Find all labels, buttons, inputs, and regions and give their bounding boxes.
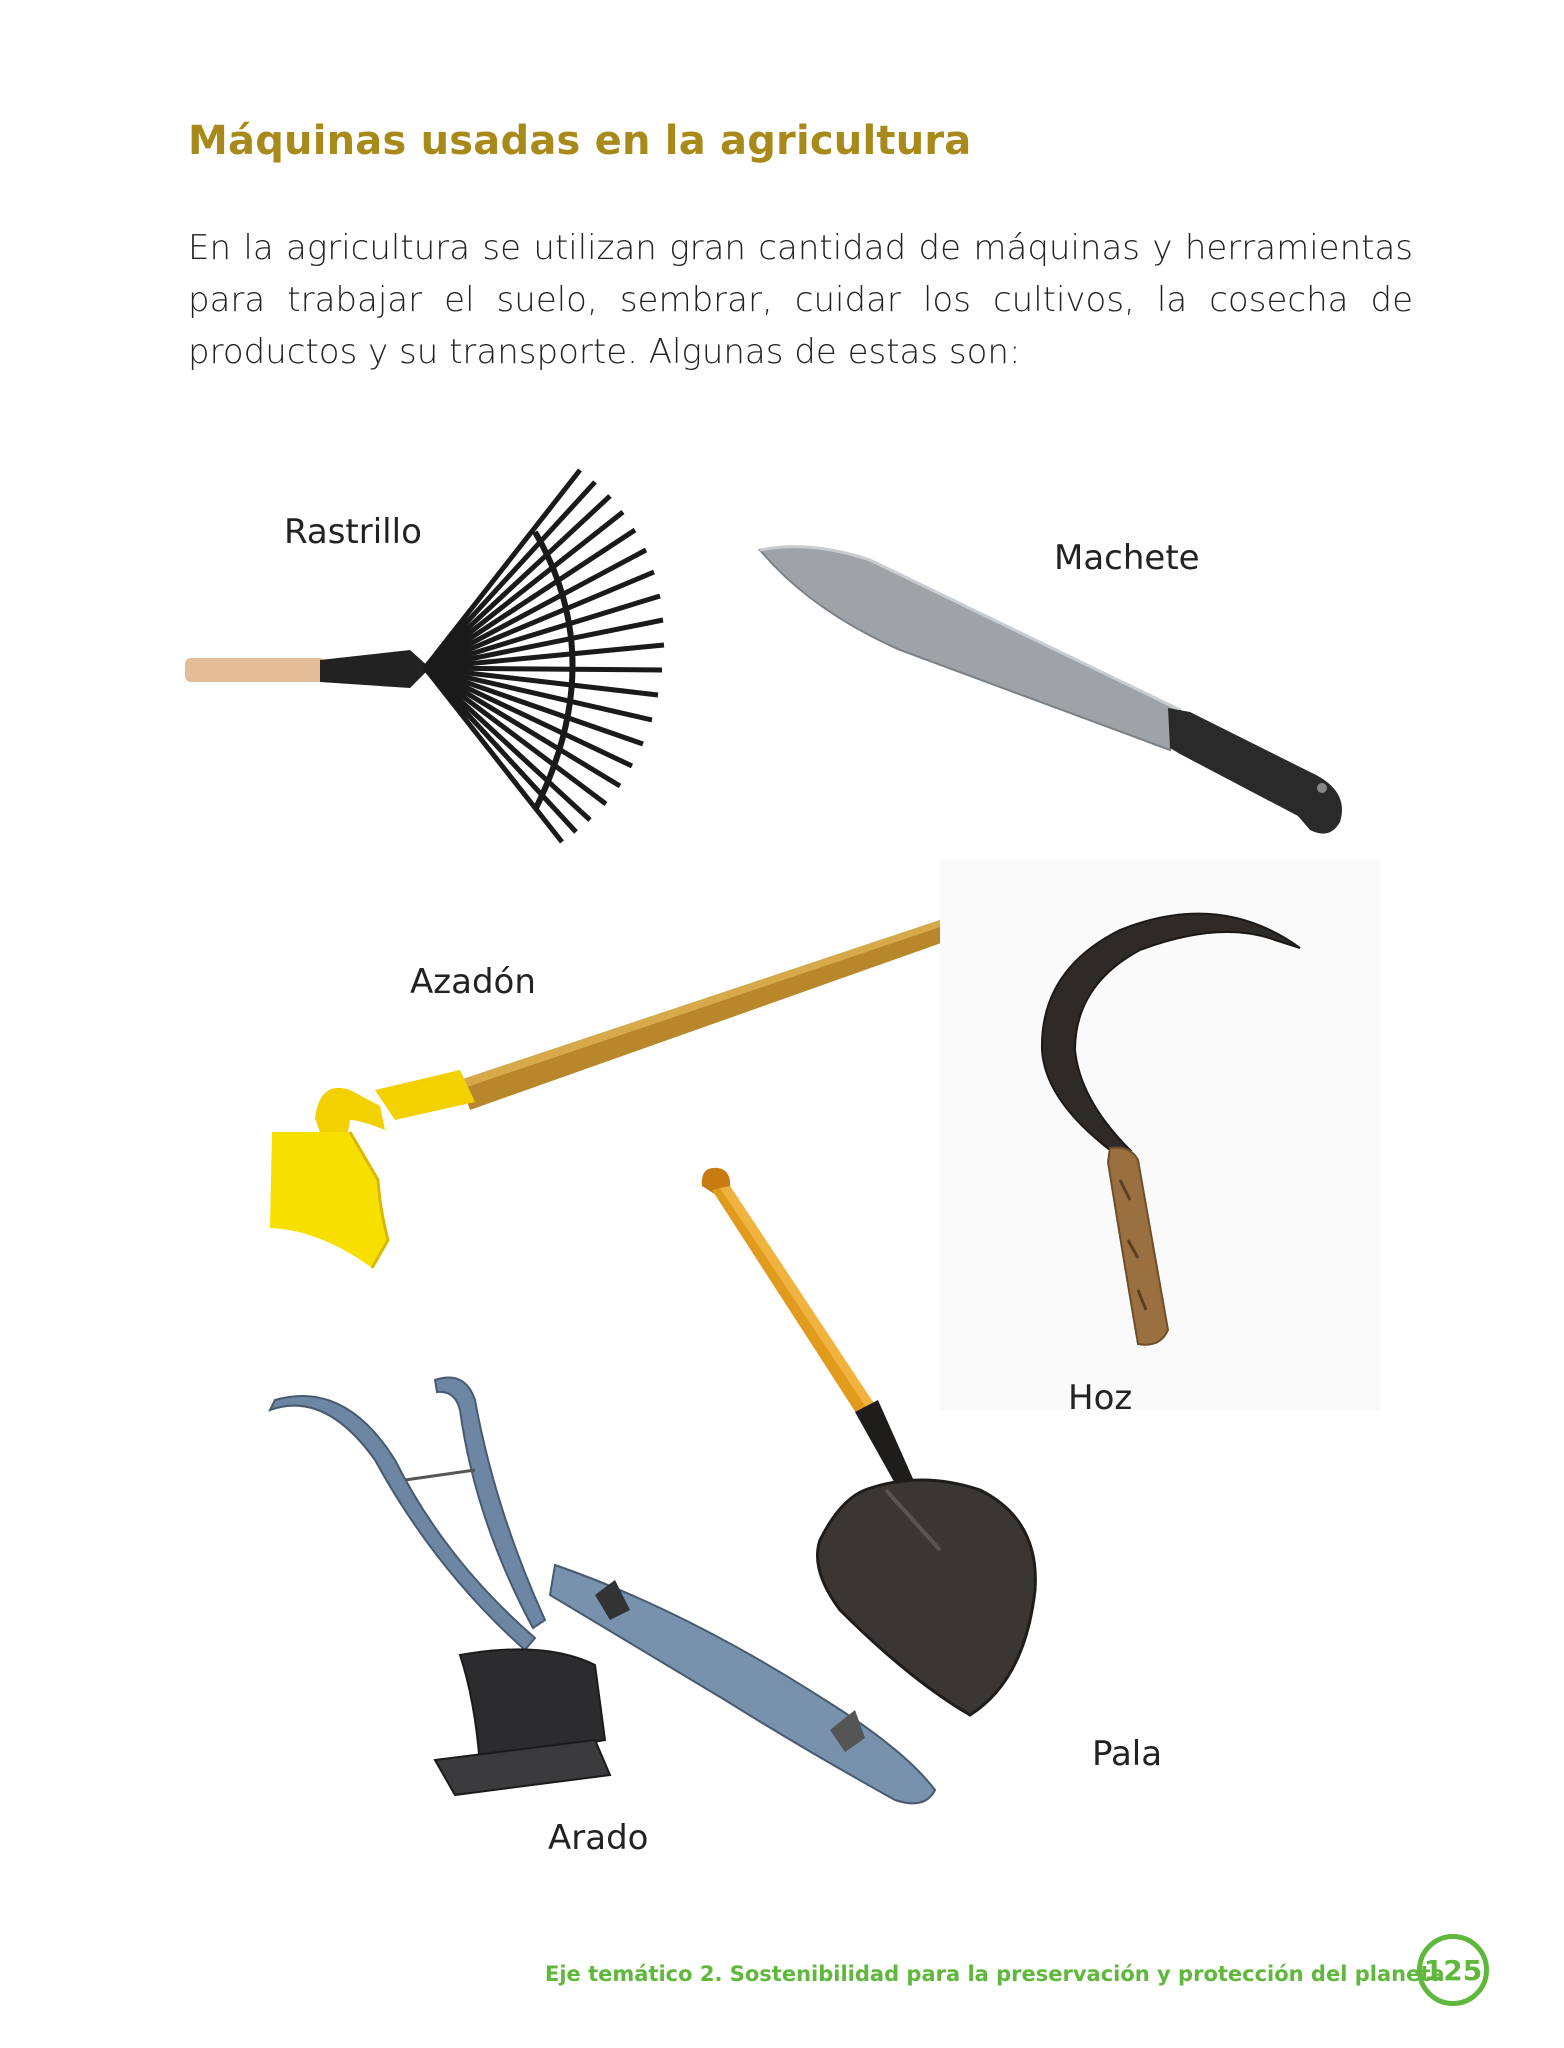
footer-text: Eje temático 2. Sostenibilidad para la preservación y protección del planeta bbox=[545, 1962, 1445, 1986]
page-number-badge: 125 bbox=[1417, 1934, 1489, 2006]
plough-icon bbox=[265, 1370, 945, 1850]
intro-paragraph: En la agricultura se utilizan gran cantidad de máquinas y herramientas para trabajar el suelo, sembrar, cuidar los cultivos, la cosecha de productos y su transporte. Algunas de estas son: bbox=[188, 228, 1413, 372]
sickle-label: Hoz bbox=[1068, 1378, 1133, 1418]
machete-label: Machete bbox=[1054, 538, 1200, 578]
page-title: Máquinas usadas en la agricultura bbox=[188, 118, 972, 164]
hoe-label: Azadón bbox=[410, 962, 536, 1002]
shovel-label: Pala bbox=[1092, 1734, 1163, 1774]
rake-icon bbox=[180, 460, 700, 880]
rake-label: Rastrillo bbox=[284, 512, 422, 552]
machete-icon bbox=[750, 540, 1350, 860]
plough-label: Arado bbox=[548, 1818, 649, 1858]
